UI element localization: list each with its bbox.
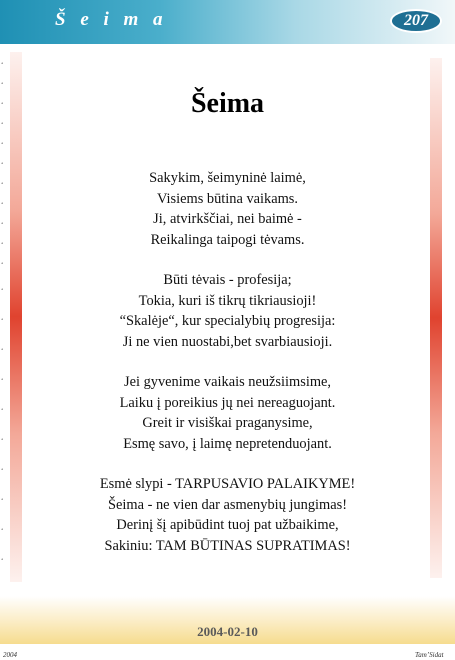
poem-line: Jei gyvenime vaikais neužsiimsime, <box>123 374 332 390</box>
margin-mark: ʻ <box>1 317 4 325</box>
poem-line: Greit ir visiškai praganysime, <box>142 415 313 431</box>
poem-line: Reikalinga taipogi tėvams. <box>150 231 305 248</box>
margin-mark: ʻ <box>1 347 4 355</box>
margin-mark: ʻ <box>1 241 4 249</box>
poem-stanza <box>25 168 430 250</box>
left-decorative-stripe <box>10 52 22 582</box>
margin-mark: ʻ <box>1 497 4 505</box>
poem-line: Derinį šį apibūdint tuoj pat užbaikime, <box>116 517 339 533</box>
margin-mark: ʻ <box>1 437 4 445</box>
poem-line: Laiku į poreikius jų nei nereaguojant. <box>119 394 336 411</box>
poem-line: Tokia, kuri iš tikrų tikriausioji! <box>138 292 317 309</box>
bottom-left-note: 2004 <box>3 651 17 659</box>
poem-line: Šeima - ne vien dar asmenybių jungimas! <box>108 496 347 513</box>
margin-mark: ʻ <box>1 141 4 149</box>
poem-stanza <box>25 372 430 454</box>
poem-line: Ji ne vien nuostabi,bet svarbiausioji. <box>122 333 333 350</box>
margin-mark: ʻ <box>1 407 4 415</box>
poem-line: “Skalėje“, kur specialybių progresija: <box>119 313 336 329</box>
page-number-badge: 207 <box>390 9 442 33</box>
poem-line: Sakykim, šeimyninė laimė, <box>149 170 306 186</box>
poem-line: Esmę savo, į laimę nepretenduojant. <box>123 435 332 452</box>
margin-mark: ʻ <box>1 377 4 385</box>
poem-title: Šeima <box>190 88 265 119</box>
header-title: Š e i m a <box>55 9 168 30</box>
margin-mark: ʻ <box>1 557 4 565</box>
margin-mark: ʻ <box>1 467 4 475</box>
margin-mark: ʻ <box>1 161 4 169</box>
poem-line: Esmė slypi - TARPUSAVIO PALAIKYME! <box>99 476 356 492</box>
margin-mark: ʻ <box>1 201 4 209</box>
poem-body <box>25 168 430 576</box>
poem-line: Sakiniu: TAM BŪTINAS SUPRATIMAS! <box>104 537 351 554</box>
margin-mark: ʻ <box>1 81 4 89</box>
poem-line: Ji, atvirkščiai, nei baimė - <box>153 211 302 227</box>
poem-stanza <box>25 270 430 352</box>
left-margin-marks <box>0 58 8 578</box>
margin-mark: ʻ <box>1 221 4 229</box>
margin-mark: ʻ <box>1 527 4 535</box>
poem-line: Visiems būtina vaikams. <box>156 190 299 207</box>
page-header <box>0 0 455 44</box>
bottom-right-note: Tam’Sidat <box>415 651 444 659</box>
margin-mark: ʻ <box>1 181 4 189</box>
margin-mark: ʻ <box>1 261 4 269</box>
margin-mark: ʻ <box>1 121 4 129</box>
poem-line: Būti tėvais - profesija; <box>163 272 292 288</box>
right-decorative-stripe <box>430 58 442 578</box>
footer-date: 2004-02-10 <box>197 624 258 639</box>
margin-mark: ʻ <box>1 287 4 295</box>
margin-mark: ʻ <box>1 61 4 69</box>
margin-mark: ʻ <box>1 101 4 109</box>
poem-stanza <box>25 474 430 556</box>
